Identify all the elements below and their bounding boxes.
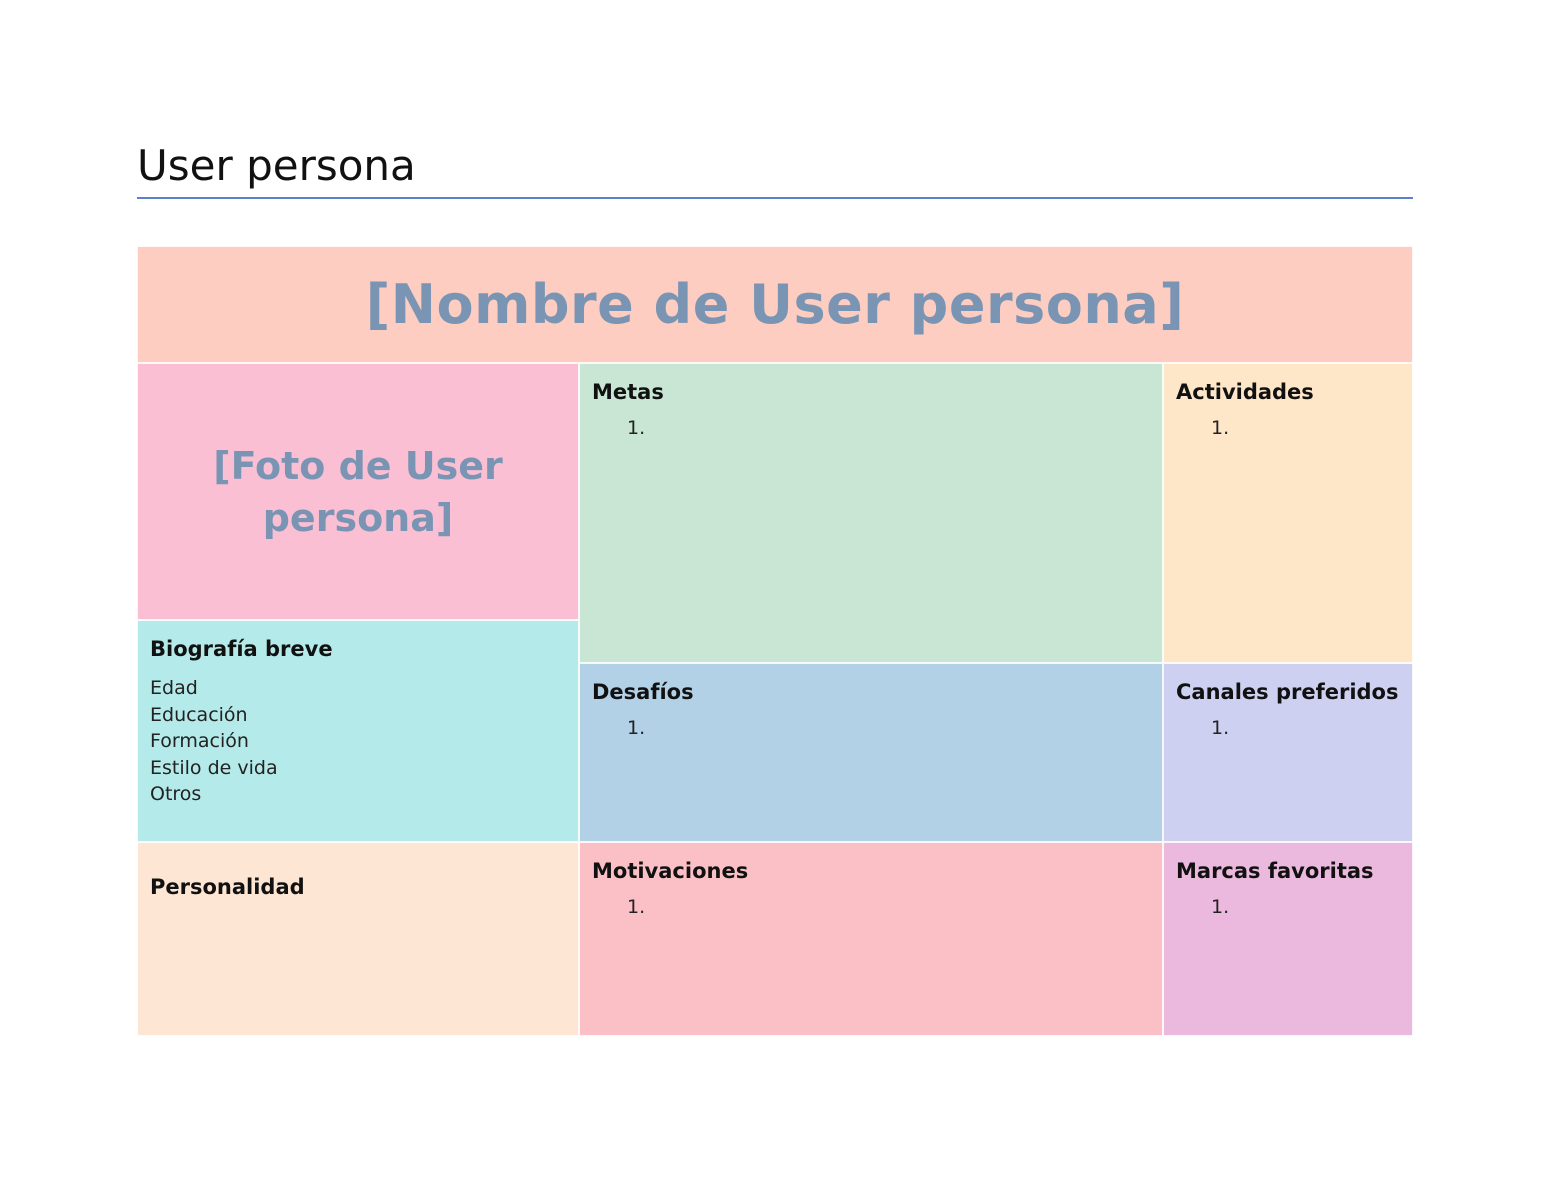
activities-cell xyxy=(1163,363,1413,663)
challenges-title: Desafíos xyxy=(592,680,694,704)
personality-cell xyxy=(137,842,579,1036)
goals-title: Metas xyxy=(592,380,664,404)
persona-name-placeholder[interactable]: [Nombre de User persona] xyxy=(365,273,1185,336)
persona-photo-cell xyxy=(137,363,579,620)
personality-title: Personalidad xyxy=(150,875,305,899)
persona-name-cell xyxy=(137,246,1413,363)
bio-line-age[interactable]: Edad xyxy=(150,677,198,699)
bio-lines xyxy=(150,675,566,808)
page-title: User persona xyxy=(137,141,416,190)
bio-line-training[interactable]: Formación xyxy=(150,730,249,752)
bio-title: Biografía breve xyxy=(150,637,333,661)
channels-title: Canales preferidos xyxy=(1176,680,1399,704)
activities-title: Actividades xyxy=(1176,380,1314,404)
bio-line-education[interactable]: Educación xyxy=(150,703,248,726)
motivations-cell xyxy=(579,842,1163,1036)
goals-cell xyxy=(579,363,1163,663)
challenges-list-item[interactable]: 1. xyxy=(627,717,646,739)
brands-title: Marcas favoritas xyxy=(1176,859,1374,883)
brands-list-item[interactable]: 1. xyxy=(1211,896,1230,918)
motivations-list-item[interactable]: 1. xyxy=(627,896,646,918)
channels-cell xyxy=(1163,663,1413,842)
bio-cell xyxy=(137,620,579,842)
title-divider xyxy=(137,197,1413,199)
motivations-title: Motivaciones xyxy=(592,859,749,883)
brands-cell xyxy=(1163,842,1413,1036)
bio-line-lifestyle[interactable]: Estilo de vida xyxy=(150,756,278,779)
challenges-cell xyxy=(579,663,1163,842)
goals-list-item[interactable]: 1. xyxy=(627,417,646,439)
activities-list-item[interactable]: 1. xyxy=(1211,417,1230,439)
persona-grid xyxy=(137,246,1413,1036)
persona-photo-placeholder[interactable]: [Foto de User persona] xyxy=(213,443,503,540)
bio-line-other[interactable]: Otros xyxy=(150,783,202,805)
channels-list-item[interactable]: 1. xyxy=(1211,717,1230,739)
